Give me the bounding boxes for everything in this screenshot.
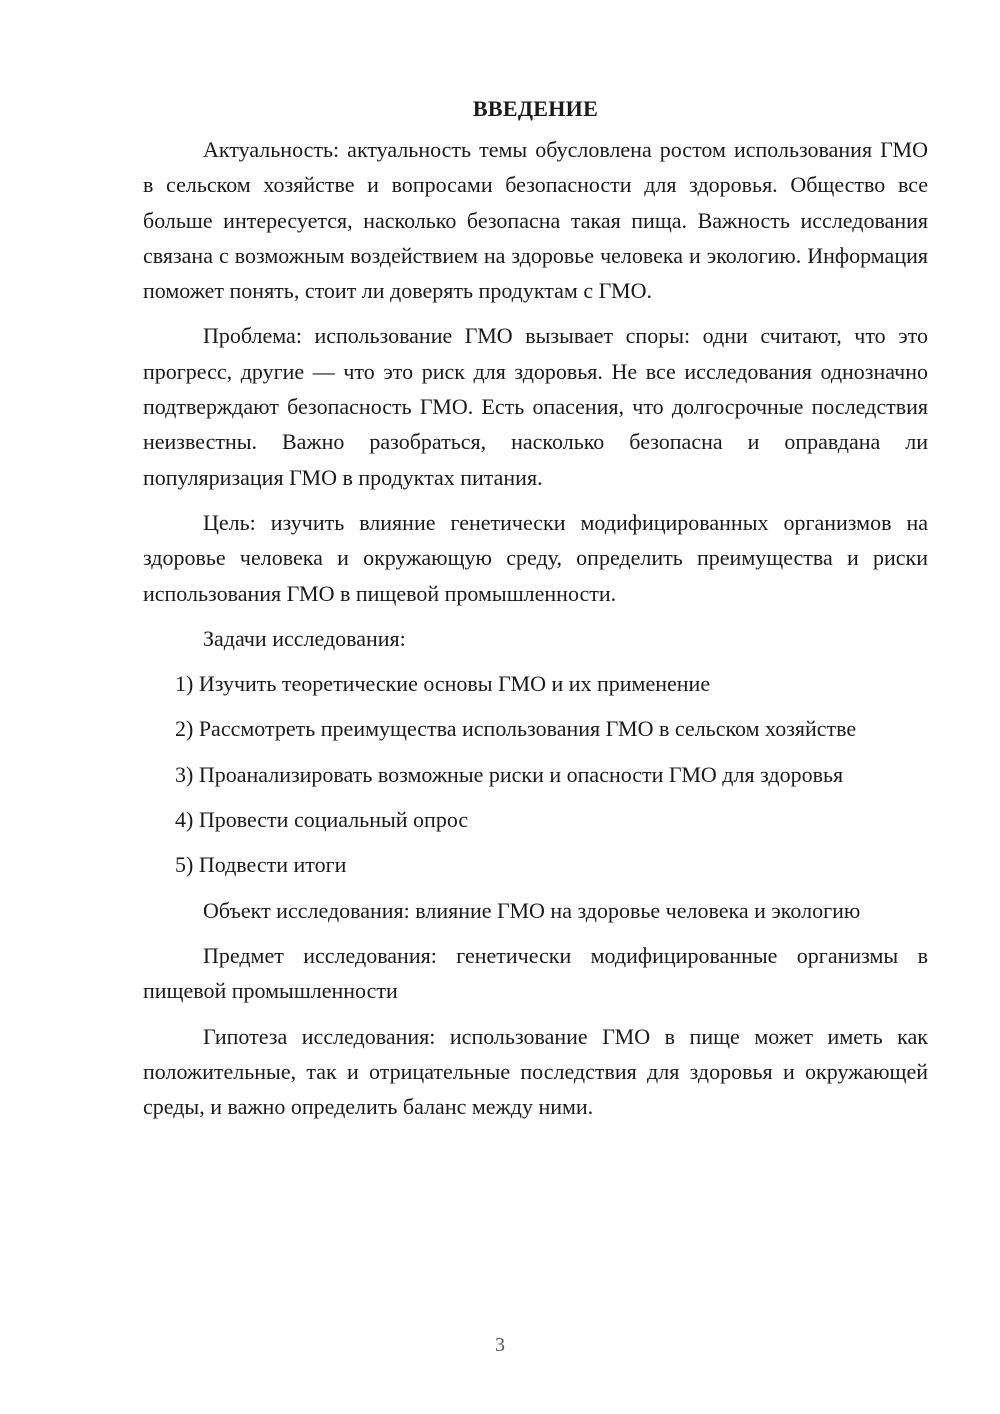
- paragraph-goal: Цель: изучить влияние генетически модифицированных организмов на здоровье человека и окружающую среду, определить преимущества и риски использования ГМО в пищевой промышленности.: [143, 509, 928, 606]
- paragraph-object: Объект исследования: влияние ГМО на здоровье человека и экологию: [203, 897, 861, 923]
- paragraph-hypothesis: Гипотеза исследования: использование ГМО в пище может иметь как положительные, так и отрицательные последствия для здоровья и окружающей среды, и важно определить баланс между ними.: [143, 1023, 928, 1120]
- paragraph-relevance: Актуальность: актуальность темы обусловлена ростом использования ГМО в сельском хозяйстве и вопросами безопасности для здоровья. Общество все больше интересуется, насколько безопасна такая пища. Важность исследования связана с возможным воздействием на здоровье человека и экологию. Информация поможет понять, стоит ли доверять продуктам с ГМО.: [143, 137, 928, 304]
- paragraph-subject: Предмет исследования: генетически модифицированные организмы в пищевой промышленности: [143, 942, 928, 1004]
- task-item-1: 1) Изучить теоретические основы ГМО и их применение: [175, 671, 711, 697]
- task-item-3: 3) Проанализировать возможные риски и опасности ГМО для здоровья: [175, 761, 844, 787]
- document-page: [143, 92, 928, 1134]
- task-item-4: 4) Провести социальный опрос: [175, 807, 469, 833]
- task-item-2: 2) Рассмотреть преимущества использования ГМО в сельском хозяйстве: [175, 716, 857, 742]
- paragraph-tasks-title: Задачи исследования:: [203, 625, 406, 651]
- page-number: 3: [495, 1334, 505, 1356]
- section-heading: ВВЕДЕНИЕ: [472, 96, 599, 121]
- paragraph-problem: Проблема: использование ГМО вызывает споры: одни считают, что это прогресс, другие — что это риск для здоровья. Не все исследования однозначно подтверждают безопасность ГМО. Есть опасения, что долгосрочные последствия неизвестны. Важно разобраться, насколько безопасна и оправдана ли популяризация ГМО в продуктах питания.: [143, 323, 928, 490]
- task-item-5: 5) Подвести итоги: [175, 852, 347, 878]
